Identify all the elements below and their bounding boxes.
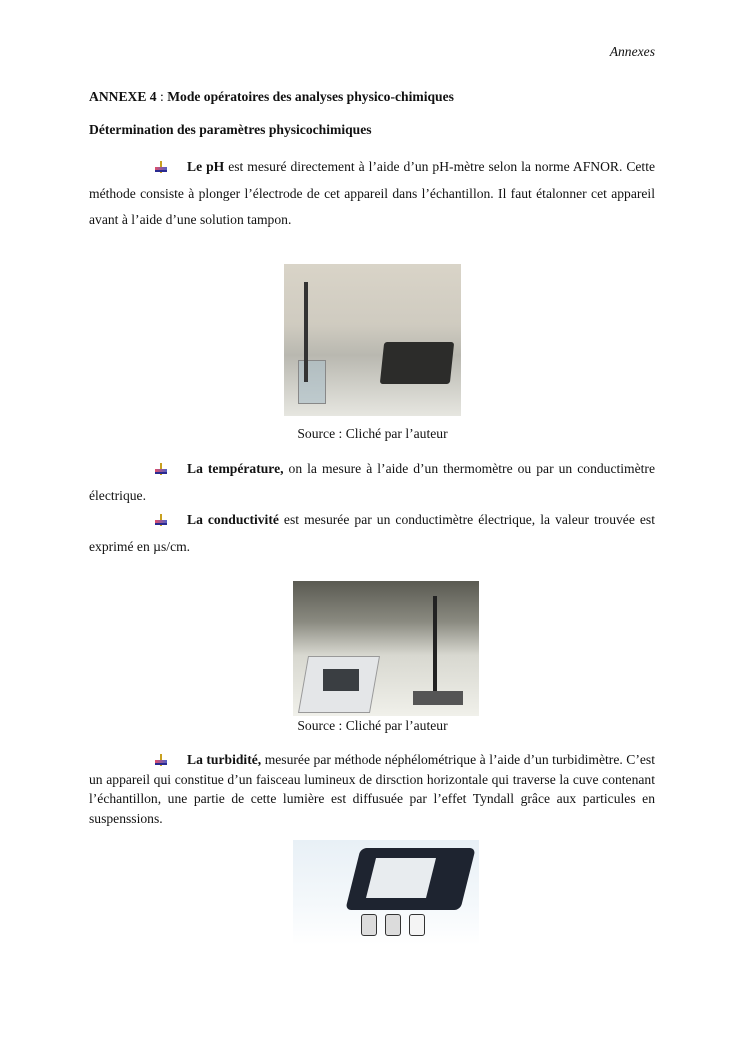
bullet-icon xyxy=(155,754,167,766)
bullet-icon xyxy=(155,161,167,173)
paragraph-temperature xyxy=(89,456,655,509)
paragraph-lead: La turbidité, xyxy=(187,752,262,767)
bullet-icon xyxy=(155,463,167,475)
paragraph-text: on la mesure à l’aide d’un thermomètre ou par un conductimètre électrique. xyxy=(89,461,655,503)
paragraph-text: est mesurée par un conductimètre électrique, la valeur trouvée est exprimé en µs/cm. xyxy=(89,512,655,554)
turbidimeter-photo xyxy=(293,840,479,945)
bullet-icon xyxy=(155,514,167,526)
paragraph-text: est mesuré directement à l’aide d’un pH-mètre selon la norme AFNOR. Cette méthode consiste à plonger l’électrode de cet appareil dans l’échantillon. Il faut étalonner cet appareil avant à l’aide d’une solution tampon. xyxy=(89,159,656,227)
photo-caption: Source : Cliché par l’auteur xyxy=(297,426,448,441)
paragraph-text: mesurée par méthode néphélométrique à l’aide d’un turbidimètre. C’est un appareil qui constitue d’un faisceau lumineux de dirsction horizontale qui traverse la cuve contenant l’échantillon, une partie de cette lumière est diffusuée par l’effet Tyndall grâce aux particules en suspenssions. xyxy=(89,752,655,826)
paragraph-lead: Le pH xyxy=(187,159,225,174)
paragraph-lead: La conductivité xyxy=(187,512,279,527)
section-subheading: Détermination des paramètres physicochimiques xyxy=(89,122,372,137)
paragraph-turbidity xyxy=(89,750,655,828)
heading-separator: : xyxy=(156,89,168,104)
annex-title: Mode opératoires des analyses physico-chimiques xyxy=(167,89,454,104)
conductimeter-photo xyxy=(293,581,479,716)
paragraph-conductivity xyxy=(89,507,655,560)
paragraph-ph xyxy=(89,154,655,234)
paragraph-lead: La température, xyxy=(187,461,284,476)
photo-caption: Source : Cliché par l’auteur xyxy=(297,718,448,733)
annex-heading xyxy=(89,89,454,105)
annex-label: ANNEXE 4 xyxy=(89,89,157,104)
ph-meter-photo xyxy=(284,264,461,416)
running-header: Annexes xyxy=(609,44,655,59)
